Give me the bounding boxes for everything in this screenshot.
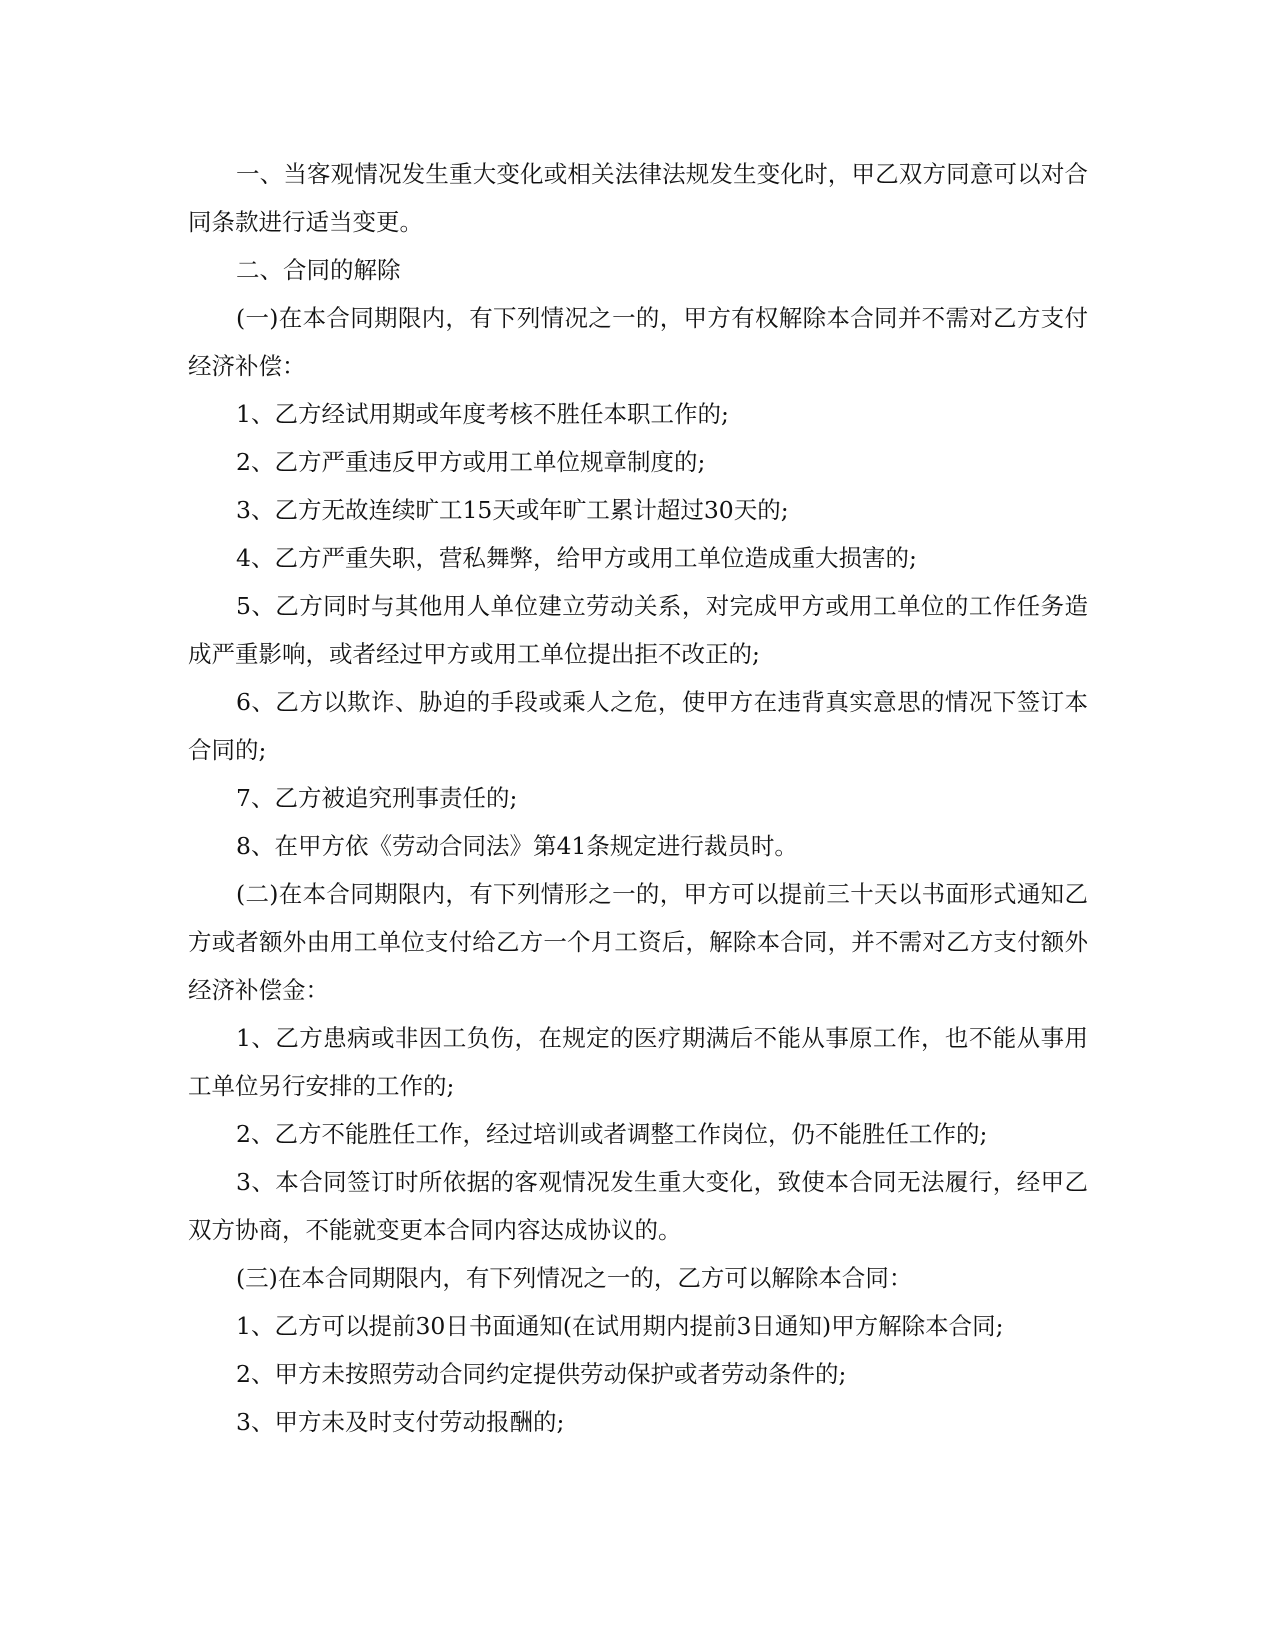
section-2-item-1: 1、乙方患病或非因工负伤，在规定的医疗期满后不能从事原工作，也不能从事用工单位另行安排的工作的;: [188, 1024, 1088, 1100]
section-1-item-4: 4、乙方严重失职，营私舞弊，给甲方或用工单位造成重大损害的;: [236, 544, 917, 572]
section-1-item-3: 3、乙方无故连续旷工15天或年旷工累计超过30天的;: [236, 496, 789, 524]
section-3-item-2: 2、甲方未按照劳动合同约定提供劳动保护或者劳动条件的;: [236, 1360, 847, 1388]
section-3-item-1: 1、乙方可以提前30日书面通知(在试用期内提前3日通知)甲方解除本合同;: [236, 1312, 1004, 1340]
section-1-item-6: 6、乙方以欺诈、胁迫的手段或乘人之危，使甲方在违背真实意思的情况下签订本合同的;: [188, 688, 1088, 764]
section-1-item-7: 7、乙方被追究刑事责任的;: [236, 784, 518, 812]
document-page: [188, 150, 1088, 1446]
section-1-item-8: 8、在甲方依《劳动合同法》第41条规定进行裁员时。: [236, 832, 798, 860]
section-1-item-2: 2、乙方严重违反甲方或用工单位规章制度的;: [236, 448, 706, 476]
section-2-item-2: 2、乙方不能胜任工作，经过培训或者调整工作岗位，仍不能胜任工作的;: [236, 1120, 988, 1148]
section-3-item-3: 3、甲方未及时支付劳动报酬的;: [236, 1408, 565, 1436]
section-1-item-5: 5、乙方同时与其他用人单位建立劳动关系，对完成甲方或用工单位的工作任务造成严重影响，或者经过甲方或用工单位提出拒不改正的;: [188, 592, 1088, 668]
clause-1-amendment: 一、当客观情况发生重大变化或相关法律法规发生变化时，甲乙双方同意可以对合同条款进行适当变更。: [188, 160, 1088, 236]
section-2-item-3: 3、本合同签订时所依据的客观情况发生重大变化，致使本合同无法履行，经甲乙双方协商，不能就变更本合同内容达成协议的。: [188, 1168, 1088, 1244]
section-1-intro: (一)在本合同期限内，有下列情况之一的，甲方有权解除本合同并不需对乙方支付经济补偿：: [188, 304, 1088, 380]
section-2-intro: (二)在本合同期限内，有下列情形之一的，甲方可以提前三十天以书面形式通知乙方或者额外由用工单位支付给乙方一个月工资后，解除本合同，并不需对乙方支付额外经济补偿金：: [188, 880, 1088, 1004]
clause-2-heading: 二、合同的解除: [236, 256, 401, 284]
section-1-item-1: 1、乙方经试用期或年度考核不胜任本职工作的;: [236, 400, 729, 428]
section-3-intro: (三)在本合同期限内，有下列情况之一的，乙方可以解除本合同：: [236, 1264, 913, 1292]
